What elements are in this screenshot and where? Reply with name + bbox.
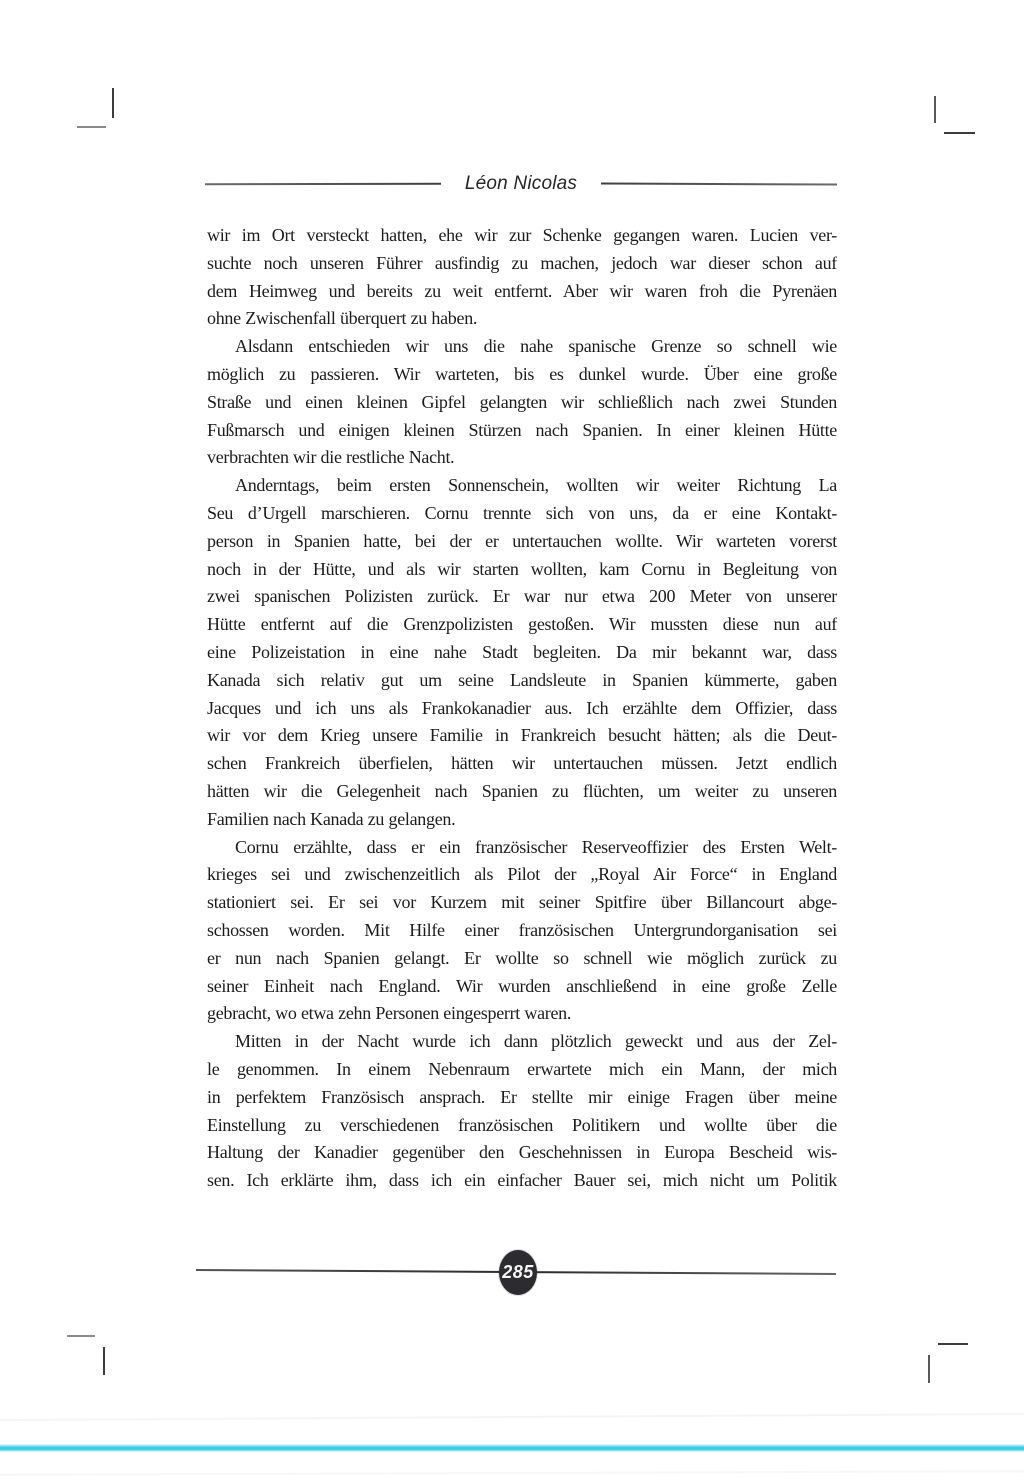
text-line: verbrachten wir die restliche Nacht. [207,447,455,468]
text-line: Kanada sich relativ gut um seine Landsleute in Spanien kümmerte, gaben [207,669,837,690]
text-line: schossen worden. Mit Hilfe einer französischen Untergrundorganisation sei [207,919,837,940]
text-line: seiner Einheit nach England. Wir wurden anschließend in eine große Zelle [207,975,837,996]
text-line: Mitten in der Nacht wurde ich dann plötzlich geweckt und aus der Zel- [235,1031,837,1052]
text-line: Haltung der Kanadier gegenüber den Geschehnissen in Europa Bescheid wis- [207,1142,837,1163]
text-line: hätten wir die Gelegenheit nach Spanien zu flüchten, um weiter zu unseren [207,780,837,801]
crop-mark-bottom-right-vertical [928,1355,930,1383]
running-head-rule-right [601,182,837,185]
text-line: in perfektem Französisch ansprach. Er stellte mir einige Fragen über meine [207,1086,837,1107]
text-line: suchte noch unseren Führer ausfindig zu machen, jedoch war dieser schon auf [207,252,837,273]
text-line: schen Frankreich überfielen, hätten wir untertauchen müssen. Jetzt endlich [207,753,837,774]
body-paragraph [207,1028,837,1195]
text-line: Straße und einen kleinen Gipfel gelangten wir schließlich nach zwei Stunden [207,391,837,412]
body-paragraph [207,834,837,1029]
running-head-title: Léon Nicolas [464,173,578,194]
crop-mark-top-left-vertical [112,88,114,118]
scan-streak [0,1470,1024,1476]
text-line: Jacques und ich uns als Frankokanadier aus. Ich erzählte dem Offizier, dass [207,697,837,718]
crop-mark-bottom-right-horizontal [938,1343,968,1345]
crop-mark-top-right-vertical [934,96,936,123]
text-line: Seu d’Urgell marschieren. Cornu trennte sich von uns, da er eine Kontakt- [207,502,837,523]
text-line: sen. Ich erklärte ihm, dass ich ein einfacher Bauer sei, mich nicht um Politik [207,1170,837,1191]
page-body-text [207,222,837,1195]
text-line: wir vor dem Krieg unsere Familie in Frankreich besucht hätten; als die Deut- [207,725,837,746]
crop-mark-bottom-left-vertical [103,1347,105,1375]
text-line: Familien nach Kanada zu gelangen. [207,808,456,829]
text-line: zwei spanischen Polizisten zurück. Er war nur etwa 200 Meter von unserer [207,586,837,607]
crop-mark-top-left-horizontal [77,126,106,128]
text-line: krieges sei und zwischenzeitlich als Pilot der „Royal Air Force“ in England [207,864,837,885]
scan-streak [0,1413,1024,1421]
text-line: Cornu erzählte, dass er ein französischer Reserveoffizier des Ersten Welt- [235,836,837,857]
text-line: ohne Zwischenfall überquert zu haben. [207,308,478,329]
text-line: wir im Ort versteckt hatten, ehe wir zur Schenke gegangen waren. Lucien ver- [207,225,837,245]
text-line: Anderntags, beim ersten Sonnenschein, wollten wir weiter Richtung La [235,475,837,496]
body-paragraph [207,472,837,833]
body-paragraph [207,333,837,472]
text-line: noch in der Hütte, und als wir starten wollten, kam Cornu in Begleitung von [207,558,837,579]
text-line: le genommen. In einem Nebenraum erwartete mich ein Mann, der mich [207,1058,837,1079]
page-number: 285 [502,1262,534,1282]
text-line: Hütte entfernt auf die Grenzpolizisten gestoßen. Wir mussten diese nun auf [207,614,837,635]
crop-mark-top-right-horizontal [944,132,975,134]
text-line: Einstellung zu verschiedenen französischen Politikern und wollte über die [207,1114,837,1135]
text-line: eine Polizeistation in eine nahe Stadt begleiten. Da mir bekannt war, dass [207,641,837,662]
running-head [205,168,837,200]
text-line: dem Heimweg und bereits zu weit entfernt. Aber wir waren froh die Pyrenäen [207,280,837,301]
crop-mark-bottom-left-horizontal [67,1335,95,1337]
running-head-rule-left [205,183,441,186]
text-line: möglich zu passieren. Wir warteten, bis es dunkel wurde. Über eine große [207,363,837,384]
text-line: Alsdann entschieden wir uns die nahe spanische Grenze so schnell wie [235,336,837,357]
text-line: Fußmarsch und einigen kleinen Stürzen nach Spanien. In einer kleinen Hütte [207,419,837,440]
text-line: er nun nach Spanien gelangt. Er wollte so schnell wie möglich zurück zu [207,947,837,968]
text-line: gebracht, wo etwa zehn Personen eingesperrt waren. [207,1003,572,1024]
bottom-accent-line [0,1444,1024,1452]
page-number-badge [499,1250,537,1295]
body-paragraph [207,222,837,333]
text-line: person in Spanien hatte, bei der er untertauchen wollte. Wir warteten vorerst [207,530,837,551]
text-line: stationiert sei. Er sei vor Kurzem mit seiner Spitfire über Billancourt abge- [207,892,837,913]
